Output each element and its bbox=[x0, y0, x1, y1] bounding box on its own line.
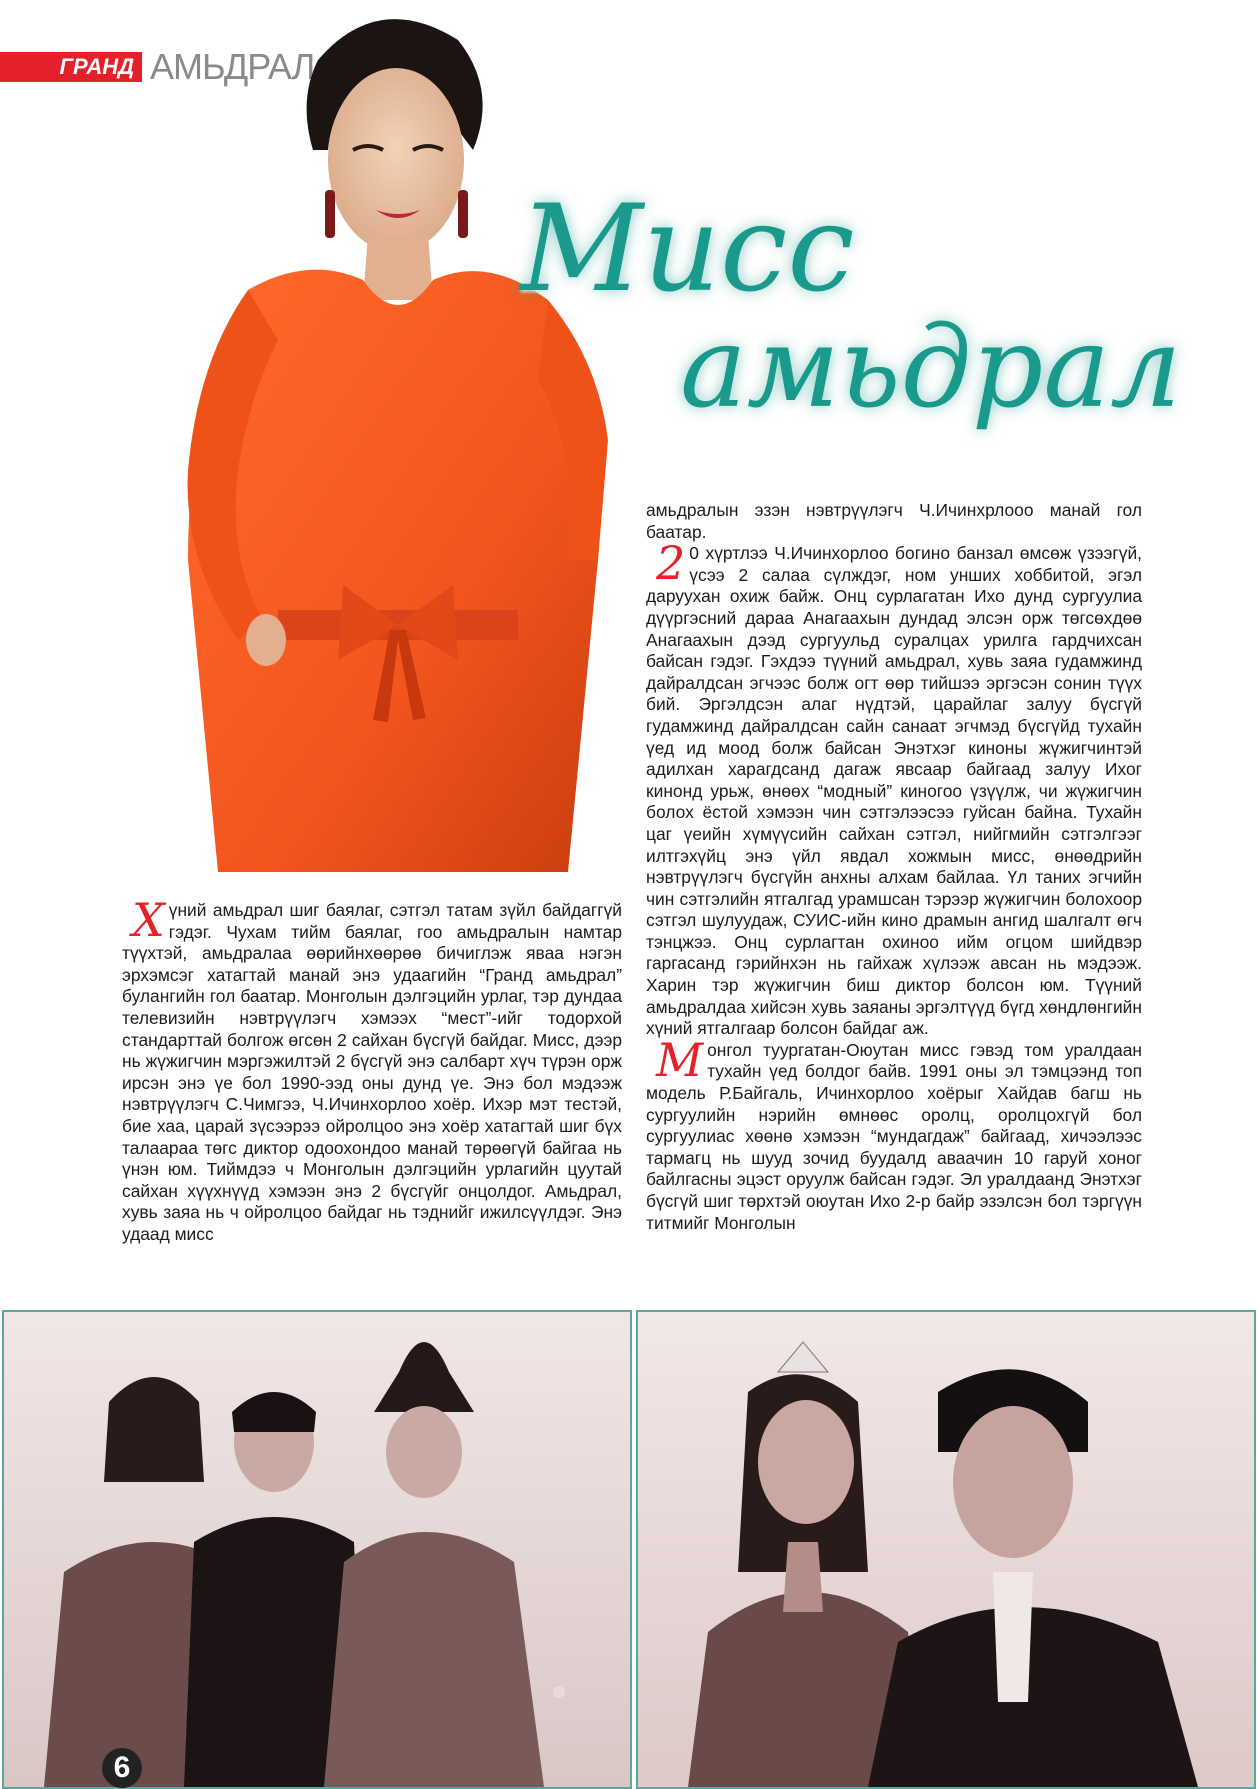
archive-photo-group bbox=[2, 1310, 632, 1789]
paragraph-text: амьдралын эзэн нэвтрүүлэгч Ч.Ичинхрлоoo манай гол баатар. bbox=[646, 500, 1142, 542]
paragraph bbox=[646, 1032, 1142, 1234]
brand-tag: ГРАНД bbox=[0, 52, 142, 82]
paragraph-text: үний амьдрал шиг баялаг, сэтгэл татам зүйл байдаггүй гэдэг. Чухам тийм баялаг, гоо амьдралын намтар түүхтэй, амьдралаа өөрийнхөөрөө бичиглэж яваа нэгэн эрхэмсэг хатагтай манай энэ удаагийн “Гранд амьдрал” булангийн гол баатар. Монголын дэлгэцийн урлаг, тэр дундаа телевизийн нэвтрүүлэгч хэмээх “мест”-ийг тодорхой стандарттай болгож өгсөн 2 сайхан бүсгүй байдаг. Мисс, дээр нь жүжигчин мэргэжилтэй 2 бүсгүй энэ салбарт хүч түрэн орж ирсэн энэ үе бол 1990-ээд оны дунд үе. Энэ бол мэдээж нэвтрүүлэгч С.Чимгээ, Ч.Ичинхорлоо хоёр. Ихэр мэт тестэй, бие хаа, царай зүсээрээ ойролцоо энэ хоёр хатагтай шиг бүх талаараа төгс диктор одоохондоо манай төрөөгүй байгаа нь үнэн юм. Тиймдээ ч Монголын дэлгэцийн урлагийн цуутай сайхан хүүхнүүд хэмээн энэ 2 бүсгүйг онцолдог. Амьдрал, хувь заяа нь ч ойролцоо байдаг нь тэднийг ижилсүүлдэг. Энэ удаад мисс bbox=[122, 900, 622, 1244]
title-line-1: Мисс bbox=[520, 180, 855, 319]
drop-cap: Х bbox=[132, 893, 165, 947]
drop-cap: 2 bbox=[656, 536, 686, 591]
page-number: 6 bbox=[102, 1748, 142, 1788]
archive-photo-group-image bbox=[4, 1312, 630, 1787]
section-title: АМЬДРАЛ bbox=[150, 46, 315, 87]
paragraph-text: 0 хүртлээ Ч.Ичинхорлоо богино банзал өмсөж үзээгүй, үсээ 2 салаа сүлждэг, ном унших хоббитой, эгэл даруухан охиж байж. Онц сурлагатан Ихо дунд сургуулиа дүүргэсний дараа Анагаахын дундад элсэн орж төгсөхдөө Анагаахын дээд сургуульд суралцах урилга гардчихсан байсан гэдэг. Гэхдээ түүний амьдрал, хувь заяа гудамжинд дайралдсан эгчээс болж огт өөр тийшээ эргэсэн сонин түүх бий. Эргэлдсэн алаг нүдтэй, царайлаг залуу бүсгүй гудамжинд дайралдсан сайн санаат эгчмэд бүсгүйд тухайн үед ид моод болж байсан Энэтхэг киноны жүжигчинтэй адилхан харагдсанд дагаж явсаар байгаад залуу Ихог кинонд урьж, өнөөх “модный” киногоо үзүүлж, чи жүжигчин болох ёстой хэмээн чин сэтгэлээсээ гуйсан байна. Тухайн цаг үеийн хүмүүсийн сайхан сэтгэл, нийгмийн сэтгэлгээг илтгэхүйц энэ үйл явдал хожмын мисс, өнөөдрийн нэвтрүүлэгч бүсгүйн анхны алхам байлаа. Үл таних эгчийн чин сэтгэлийн ятгалгад урамшсан тэрээр жүжигчин болохоор сэтгэл шулуудаж, СУИС-ийн кино драмын ангид шалгалт өгч тэнцжээ. Онц сурлагтан охиноо ийм огцом шийдвэр гаргасанд гэрийнхэн нь гайхаж хүлээж авсан нь мэдээж. Харин тэр жүжигчин биш диктор болсон юм. Түүний амьдралдаа хийсэн хувь заяаны эргэлтүүд бүгд хөндлөнгийн хүний ятгалгаар болсон байдаг аж. bbox=[646, 543, 1142, 1039]
drop-cap: М bbox=[656, 1032, 704, 1087]
title-line-2: амьдрал bbox=[680, 303, 1182, 433]
article-column-right bbox=[646, 500, 1142, 1234]
article-title bbox=[500, 180, 1182, 475]
archive-photo-couple-image bbox=[638, 1312, 1254, 1787]
article-column-left bbox=[122, 893, 622, 1246]
paragraph bbox=[646, 500, 1142, 543]
archive-photos bbox=[0, 1310, 1258, 1789]
paragraph-text: онгол туургатан-Оюутан мисс гэвэд том уралдаан тухайн үед болдог байв. 1991 оны эл тэмцээнд топ модель Р.Байгаль, Ичинхорлоо хоёрыг Хайдав багш нь сургуулийн нэрийн өмнөөс оролц, оролцохгүй бол сургуулиас хөөнө хэмээн “мундагдаж” байгаад, хичээлээс тармагц нь шууд зочид буудалд аваачин 10 гаруй хоног байлгасны эцэст оруулж байсан гэдэг. Эл уралдаанд Энэтхэг бүсгүй шиг төрхтэй оюутан Ихо 2-р байр эзэлсэн бол тэргүүн титмийг Монголын bbox=[646, 1039, 1142, 1233]
paragraph bbox=[646, 536, 1142, 1040]
archive-photo-couple bbox=[636, 1310, 1256, 1789]
paragraph bbox=[122, 893, 622, 1246]
